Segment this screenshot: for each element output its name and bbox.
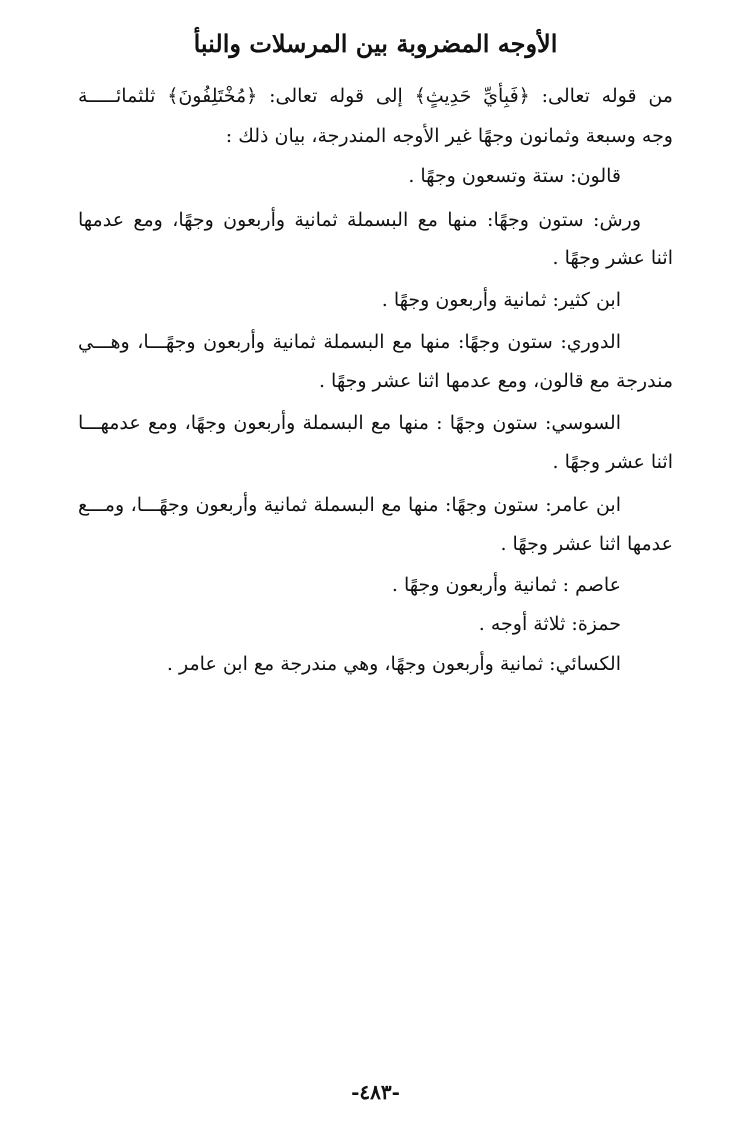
text-line-13: عاصم : ثمانية وأربعون وجهًا . [391, 574, 621, 596]
text-line-3: قالون: ستة وتسعون وجهًا . [408, 165, 621, 187]
page-title: الأوجه المضروبة بين المرسلات والنبأ [193, 29, 558, 58]
text-line-15: الكسائي: ثمانية وأربعون وجهًا، وهي مندرجة مع ابن عامر . [166, 653, 621, 675]
text-line-14: حمزة: ثلاثة أوجه . [478, 613, 621, 635]
text-line-6: ابن كثير: ثمانية وأربعون وجهًا . [381, 289, 621, 311]
text-line-9: السوسي: ستون وجهًا : منها مع البسملة وأربعون وجهًا، ومع عدمهـــا [78, 412, 621, 434]
text-line-5: اثنا عشر وجهًا . [552, 247, 673, 269]
text-line-12: عدمها اثنا عشر وجهًا . [500, 533, 673, 555]
page-number: -٤٨٣- [351, 1080, 400, 1104]
text-line-4: ورش: ستون وجهًا: منها مع البسملة ثمانية وأربعون وجهًا، ومع عدمها [78, 209, 641, 231]
text-line-11: ابن عامر: ستون وجهًا: منها مع البسملة ثمانية وأربعون وجهًـــا، ومـــع [78, 494, 621, 516]
text-line-7: الدوري: ستون وجهًا: منها مع البسملة ثمانية وأربعون وجهًـــا، وهـــي [78, 331, 621, 353]
text-line-1: من قوله تعالى: ﴿فَبِأيِّ حَدِيثٍ﴾ إلى قوله تعالى: ﴿مُخْتَلِفُونَ﴾ ثلثمائـــــة [78, 85, 673, 107]
text-line-10: اثنا عشر وجهًا . [552, 451, 673, 473]
text-line-8: مندرجة مع قالون، ومع عدمها اثنا عشر وجهًا . [318, 370, 673, 392]
text-line-2: وجه وسبعة وثمانون وجهًا غير الأوجه المندرجة، بيان ذلك : [225, 125, 673, 147]
